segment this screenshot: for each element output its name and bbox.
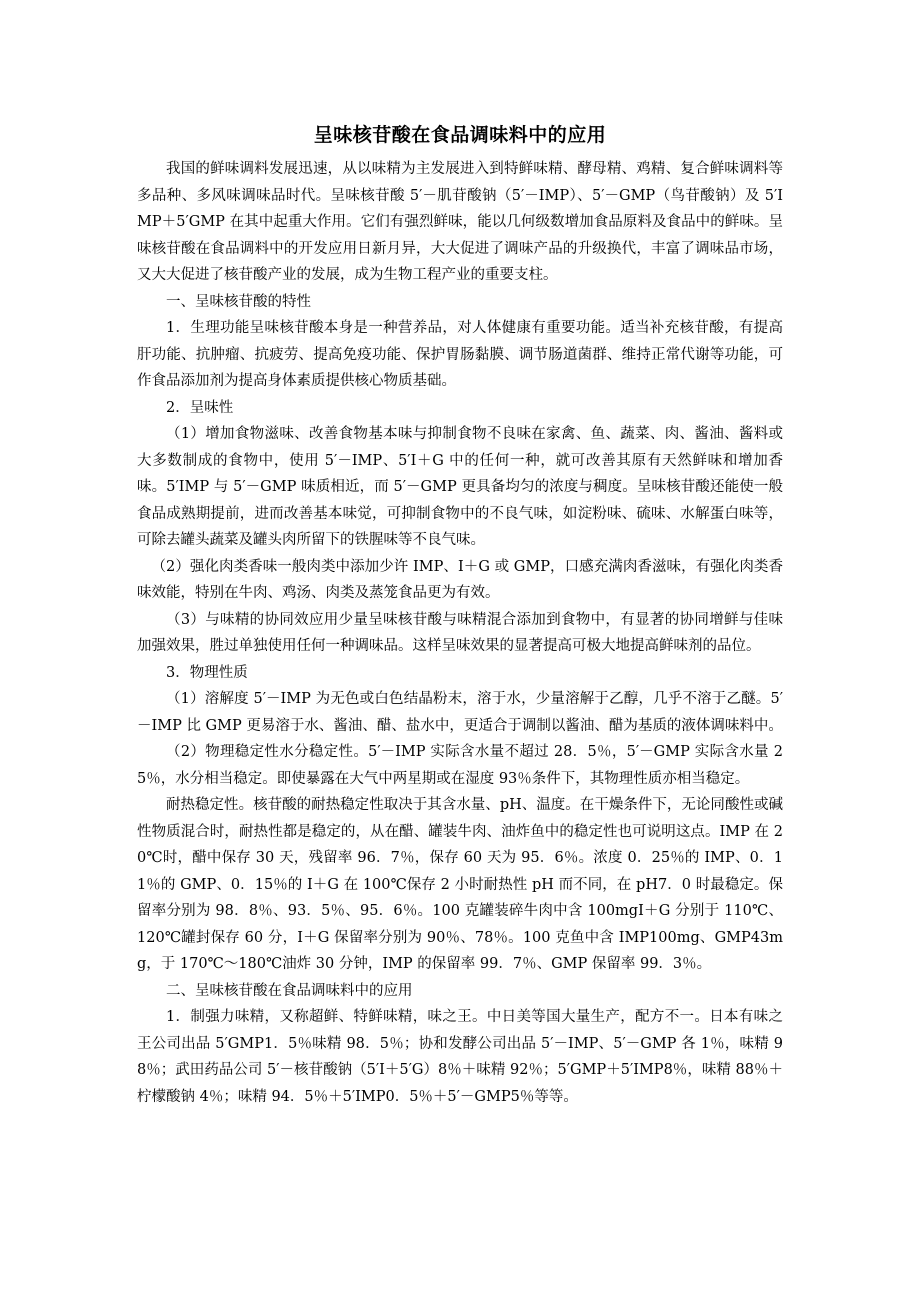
document-title: 呈味核苷酸在食品调味料中的应用	[313, 124, 607, 146]
document-page	[137, 120, 783, 1110]
section-heading-1: 一、呈味核苷酸的特性	[166, 293, 311, 310]
paragraph-solubility: （1）溶解度 5′－IMP 为无色或白色结晶粉末，溶于水，少量溶解于乙醇，几乎不溶于乙醚。5′－IMP 比 GMP 更易溶于水、酱油、醋、盐水中，更适合于调制以酱油、醋为基质的液体调味料中。	[137, 691, 783, 734]
paragraph-physiological-function: 1．生理功能呈味核苷酸本身是一种营养品，对人体健康有重要功能。适当补充核苷酸，有提高肝功能、抗肿瘤、抗疲劳、提高免疫功能、保护胃肠黏膜、调节肠道菌群、维持正常代谢等功能，可作食品添加剂为提高身体素质提供核心物质基础。	[137, 320, 783, 389]
paragraph-intro: 我国的鲜味调料发展迅速，从以味精为主发展进入到特鲜味精、酵母精、鸡精、复合鲜味调料等多品种、多风味调味品时代。呈味核苷酸 5′－肌苷酸钠（5′－IMP）、5′－GMP（鸟苷酸钠）及 5′IMP＋5′GMP 在其中起重大作用。它们有强烈鲜味，能以几何级数增加食品原料及食品中的鲜味。呈味核苷酸在食品调料中的开发应用日新月异，大大促进了调味产品的升级换代，丰富了调味品市场，又大大促进了核苷酸产业的发展，成为生物工程产业的重要支柱。	[137, 161, 783, 283]
subheading-physical-properties: 3．物理性质	[166, 664, 248, 681]
paragraph-taste-1: （1）增加食物滋味、改善食物基本味与抑制食物不良味在家禽、鱼、蔬菜、肉、酱油、酱料或大多数制成的食物中，使用 5′－IMP、5′I＋G 中的任何一种，就可改善其原有天然鲜味和增加香味。5′IMP 与 5′－GMP 味质相近，而 5′－GMP 更具备均匀的浓度与稠度。呈味核苷酸还能使一般食品成熟期提前，进而改善基本味觉，可抑制食物中的不良气味，如淀粉味、硫味、水解蛋白味等，可除去罐头蔬菜及罐头肉所留下的铁腥味等不良气味。	[137, 426, 783, 548]
paragraph-taste-3: （3）与味精的协同效应用少量呈味核苷酸与味精混合添加到食物中，有显著的协同增鲜与佳味加强效果，胜过单独使用任何一种调味品。这样呈味效果的显著提高可极大地提高鲜味剂的品位。	[137, 611, 783, 654]
paragraph-strong-msg: 1．制强力味精，又称超鲜、特鲜味精，味之王。中日美等国大量生产，配方不一。日本有味之王公司出品 5′GMP1．5％味精 98．5％；协和发酵公司出品 5′－IMP、5′－GMP 各 1％，味精 98％；武田药品公司 5′－核苷酸钠（5′I＋5′G）8％＋味精 92％；5′GMP＋5′IMP8％，味精 88％＋柠檬酸钠 4％；味精 94．5％＋5′IMP0．5％＋5′－GMP5％等等。	[137, 1009, 783, 1105]
paragraph-heat-stability: 耐热稳定性。核苷酸的耐热稳定性取决于其含水量、pH、温度。在干燥条件下，无论同酸性或碱性物质混合时，耐热性都是稳定的，从在醋、罐装牛肉、油炸鱼中的稳定性也可说明这点。IMP 在 20℃时，醋中保存 30 天，残留率 96．7％，保存 60 天为 95．6％。浓度 0．25％的 IMP、0．11％的 GMP、0．15％的 I＋G 在 100℃保存 2 小时耐热性 pH 而不同，在 pH7．0 时最稳定。保留率分别为 98．8％、93．5％、95．6％。100 克罐装碎牛肉中含 100mgI＋G 分别于 110℃、120℃罐封保存 60 分，I＋G 保留率分别为 90％、78％。100 克鱼中含 IMP100mg、GMP43mg，于 170℃～180℃油炸 30 分钟，IMP 的保留率 99．7％、GMP 保留率 99．3％。	[137, 797, 783, 972]
section-heading-2: 二、呈味核苷酸在食品调味料中的应用	[166, 982, 413, 999]
paragraph-taste-2: （2）强化肉类香味一般肉类中添加少许 IMP、I＋G 或 GMP，口感充满肉香滋味，有强化肉类香味效能，特别在牛肉、鸡汤、肉类及蒸笼食品更为有效。	[137, 558, 783, 601]
paragraph-stability: （2）物理稳定性水分稳定性。5′－IMP 实际含水量不超过 28．5％，5′－GMP 实际含水量 25％，水分相当稳定。即使暴露在大气中两星期或在湿度 93％条件下，其物理性质亦相当稳定。	[137, 744, 783, 787]
subheading-taste: 2．呈味性	[166, 399, 234, 416]
